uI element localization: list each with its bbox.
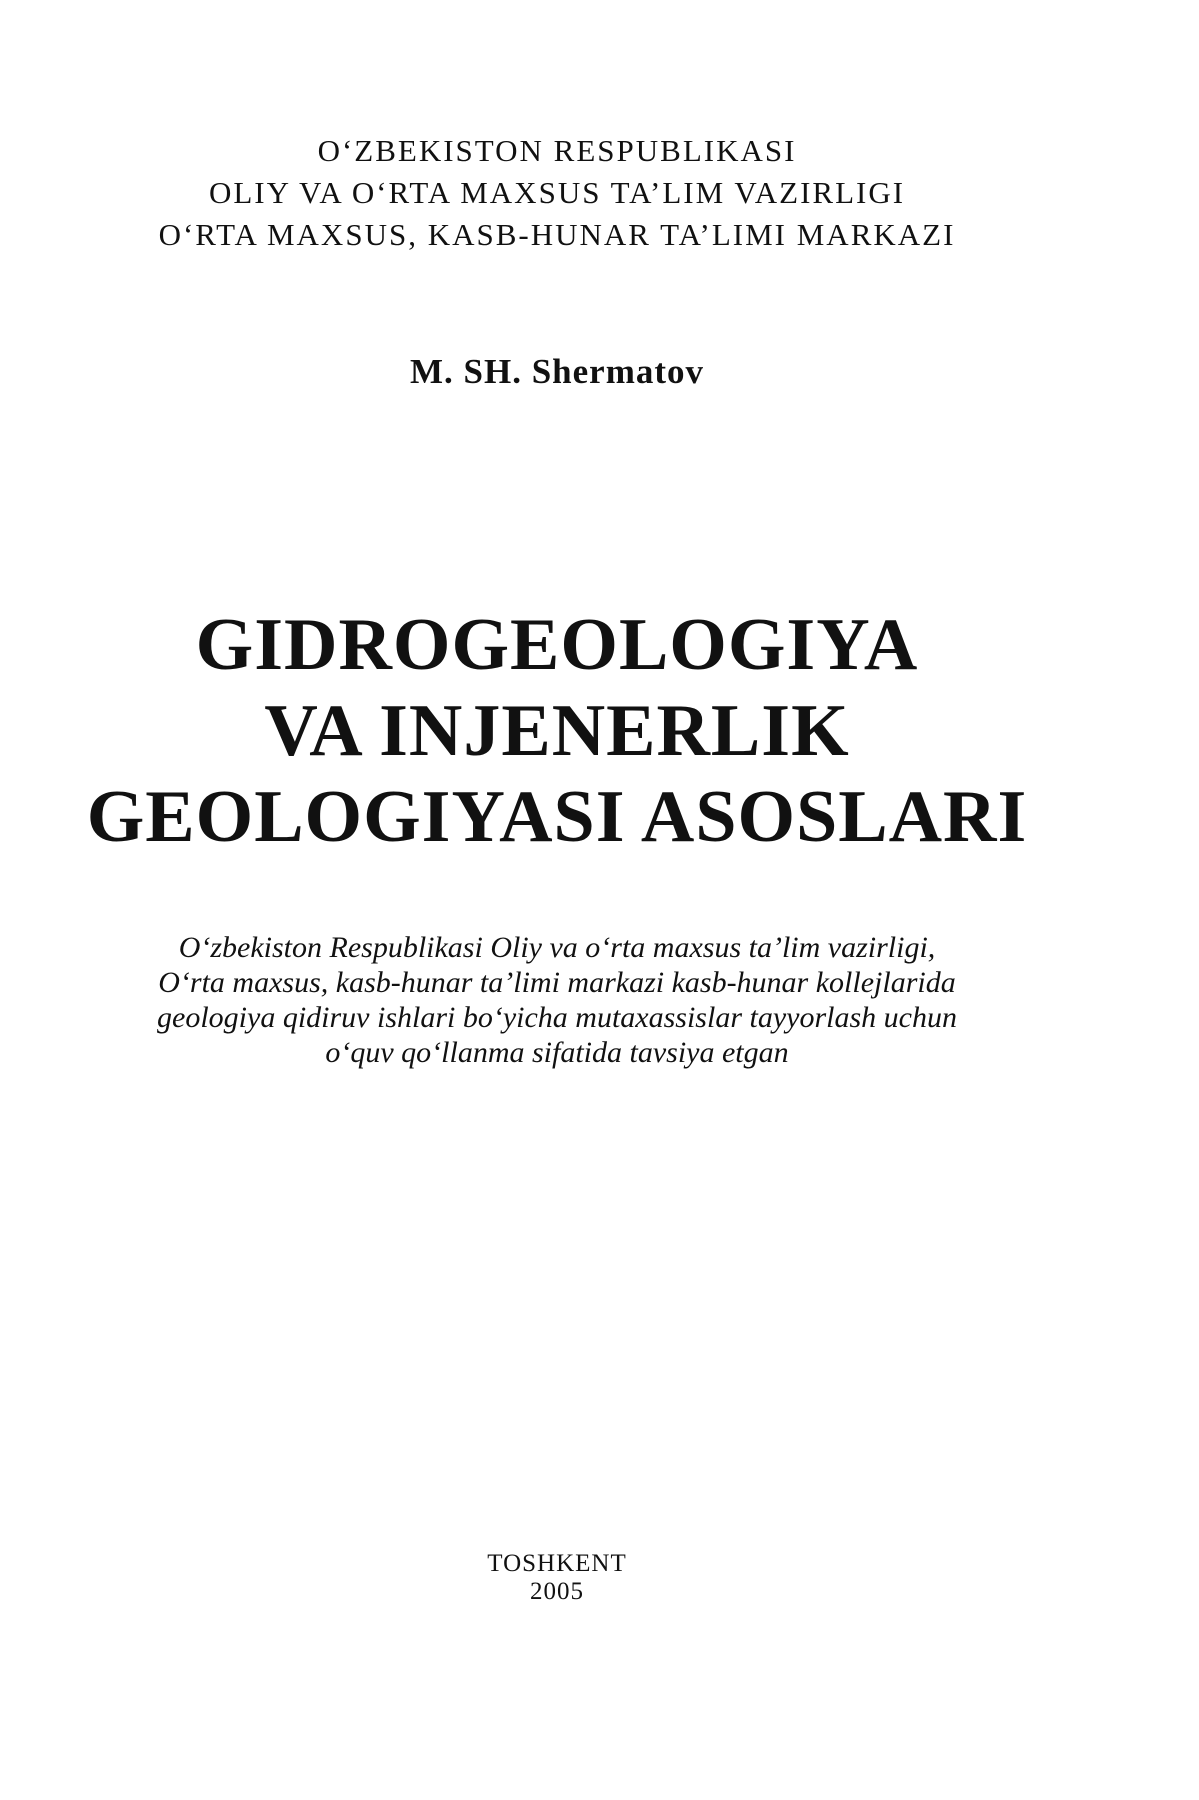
recommendation-line-1: O‘zbekiston Respublikasi Oliy va o‘rta maxsus ta’lim vazirligi, [178, 931, 936, 964]
institution-line-ministry: OLIY VA O‘RTA MAXSUS TA’LIM VAZIRLIGI [208, 175, 906, 210]
recommendation-line-2: O‘rta maxsus, kasb-hunar ta’limi markazi kasb-hunar kollejlarida [158, 966, 956, 999]
author-name: M. SH. Shermatov [409, 352, 705, 391]
institution-line-center: O‘RTA MAXSUS, KASB-HUNAR TA’LIMI MARKAZI [158, 217, 956, 252]
imprint-year: 2005 [530, 1578, 584, 1605]
recommendation-line-4: o‘quv qo‘llanma sifatida tavsiya etgan [325, 1036, 789, 1069]
imprint [0, 1550, 1114, 1606]
imprint-city: TOSHKENT [487, 1550, 627, 1577]
book-title-line-2: VA INJENERLIK [264, 690, 850, 772]
institution-header [0, 130, 1114, 256]
book-title-line-3: GEOLOGIYASI ASOSLARI [86, 776, 1028, 858]
recommendation-note [0, 930, 1114, 1070]
book-title [0, 602, 1114, 860]
book-title-line-1: GIDROGEOLOGIYA [195, 604, 919, 686]
institution-line-country: O‘ZBEKISTON RESPUBLIKASI [317, 133, 797, 168]
recommendation-line-3: geologiya qidiruv ishlari bo‘yicha mutaxassislar tayyorlash uchun [157, 1001, 957, 1034]
